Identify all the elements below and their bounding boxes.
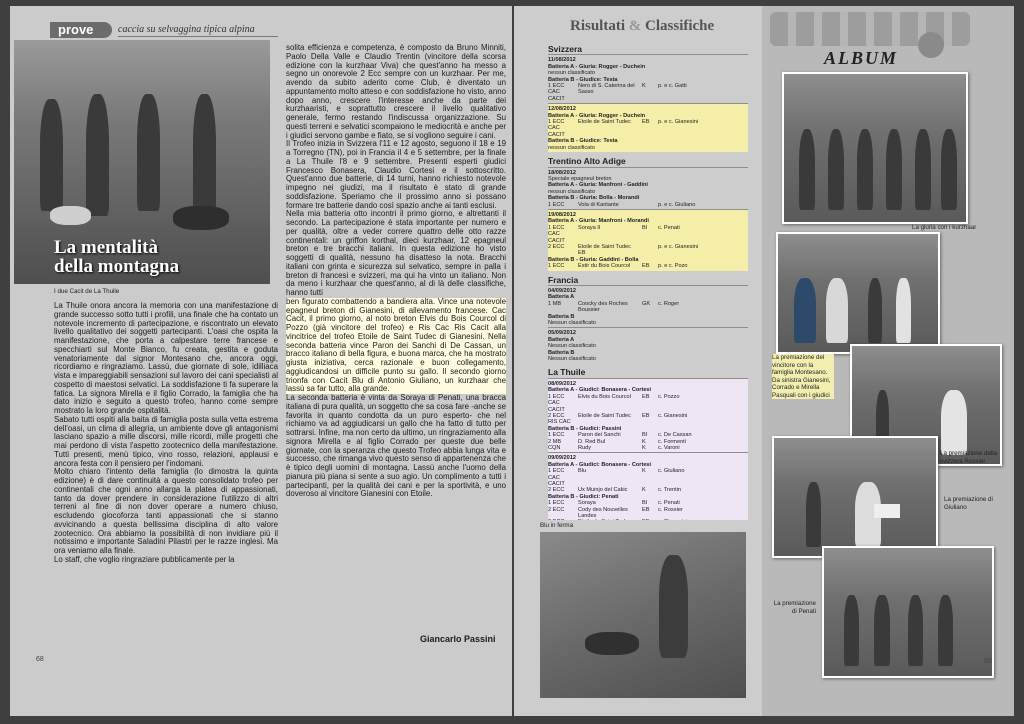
results-cell: K bbox=[642, 83, 646, 90]
results-cell: Coocky des Roches Boussier bbox=[578, 300, 628, 314]
results-cell: c. Giuliano bbox=[658, 468, 685, 475]
results-cell: K bbox=[642, 438, 646, 445]
results-cell bbox=[548, 519, 574, 520]
hunter-figure bbox=[659, 555, 688, 658]
results-cell: 1 ECC CAC CACIT bbox=[548, 393, 565, 413]
paragraph: Lo staff, che voglio ringraziare pubblicamente per la bbox=[54, 554, 235, 564]
results-cell: Cody des Nouvelles Landes bbox=[578, 506, 628, 519]
results-row bbox=[548, 468, 748, 487]
results-line: Batteria B - Giudice: Testa bbox=[548, 76, 618, 83]
album-title: ALBUM bbox=[824, 48, 899, 68]
header-rule bbox=[118, 36, 278, 37]
person-figure bbox=[868, 278, 882, 343]
results-cell: c. Varoni bbox=[658, 444, 680, 451]
results-cell: 1 ECC CAC CACIT bbox=[548, 468, 565, 487]
results-cell: 2 ECC bbox=[548, 243, 565, 250]
photo-caption-blu: Blu in ferma bbox=[540, 522, 574, 529]
results-cell bbox=[658, 519, 687, 520]
left-page bbox=[10, 6, 512, 716]
results-cell: c. Formenti bbox=[658, 438, 686, 445]
album-column bbox=[762, 6, 1014, 716]
results-line: nessun classificato bbox=[548, 188, 595, 195]
right-page bbox=[514, 6, 1014, 716]
results-block bbox=[548, 285, 748, 327]
results-date: 12/08/2012 bbox=[548, 106, 576, 113]
results-line: Nessun classificato bbox=[548, 320, 596, 327]
results-cell: Etoile de Saint Tudec EB bbox=[578, 243, 631, 257]
results-date: 05/09/2012 bbox=[548, 330, 576, 337]
results-cell bbox=[578, 519, 638, 520]
person-figure bbox=[826, 278, 848, 343]
results-cell: 1 ECC bbox=[548, 432, 565, 439]
results-line: Batteria A - Giudici: Bonasera - Cortesi bbox=[548, 387, 652, 394]
results-row bbox=[548, 244, 748, 257]
results-cell: K bbox=[642, 468, 646, 475]
balloon-icon bbox=[918, 32, 944, 58]
author: Giancarlo Passini bbox=[420, 634, 496, 644]
results-cell: D. Red Bul bbox=[578, 438, 606, 445]
results-line: Batteria B - Giudici: Passini bbox=[548, 425, 622, 432]
person-figure bbox=[137, 94, 160, 211]
results-line: nessun classificato bbox=[548, 70, 595, 77]
results-cell: EB bbox=[642, 393, 650, 400]
paragraph: ben figurato combattendo a bandiera alta. Vince una notevole epagneul breton di Gianesini, di allevamento francese. Cac Cacit, il primo giorno, al noto breton Elvis du Bois Courcol di Pozzo (già vincitore del trofeo) e Ris Cac Ris Cacit alla vincitrice del trofeo Etoile de Saint Tudec di Gianesini. Nella seconda batteria vince Paron dei Sanchi di De Cassan, un bracco italiano di bella figura, e buona marca, che ha mostrato giusta iniziativa, cerca razionale e buon collegamento, aggiudicandosi un difficile punto su gallo. Il secondo giorno trionfa con Cacit Blu di Antonio Giuliano, un kurzhaar che lassù sa far tutto, alla grande. bbox=[286, 296, 506, 394]
album-caption-2: La premiazione del vincitore con la famiglia Montesano. Da sinistra Gianesini, Corrado e Mirella Pasquali con i giudici bbox=[772, 354, 834, 399]
person-figure bbox=[941, 129, 957, 210]
paragraph: La seconda batteria è vinta da Soraya di Penati, una bracca italiana di pura qualità, un soggetto che sa cosa fare -anche se favorita in quanto condotta da un puro esperto- che nel richiamo va ad aggiudicarsi un gallo che ha fatto di tutto per sottrarsi. Infine, ma non certo da ultimo, un ringraziamento alla signora Mirella e al figlio Corrado per queste due belle giornate, con la speranza che questo Trofeo abbia lunga vita e successo, che rimanga vivo questo senso di appartenenza che è tipico degli uomini di montagna. Lassù anche l'uomo della pianura più piana si sente a suo agio. Un complimento a tutti i partecipanti, per la qualità dei cani e per la sportività, e uno doveroso al vincitore Gianesini con Etoile. bbox=[286, 393, 506, 499]
results-date: 04/09/2012 bbox=[548, 288, 576, 294]
results-cell: Nero di S. Caterina del Sasso bbox=[578, 83, 635, 96]
results-date: 18/08/2012 bbox=[548, 169, 576, 176]
album-photo-1 bbox=[782, 72, 968, 224]
paragraph: Sabato tutti ospiti alla baita di famiglia posta sulla vetta estrema dell'oasi, un clima di allegria, un ambiente dove gli antagonismi lasciano spazio a mille discorsi, mille ricordi, mille progetti che mai perdono di vista l'aspetto zootecnico della manifestazione. Tutti presenti, menù tipico, vino rosso, relazioni, applausi e ancora festa con il pensiero per l'indomani. bbox=[54, 414, 278, 468]
results-cell: Elvis du Bois Courcol bbox=[578, 393, 631, 400]
results-cell bbox=[642, 244, 654, 257]
results-row bbox=[548, 413, 748, 426]
page-number: 69 bbox=[984, 658, 992, 665]
results-row bbox=[548, 394, 748, 413]
section-tag: prove bbox=[50, 22, 112, 38]
results-list bbox=[548, 40, 748, 520]
results-row bbox=[548, 507, 748, 520]
results-country: Trentino Alto Adige bbox=[548, 156, 626, 167]
dog-pointing-photo bbox=[540, 532, 746, 698]
results-cell: Etoile de Saint Tudec bbox=[578, 119, 631, 126]
results-line: Nessun classificato bbox=[548, 343, 596, 350]
person-figure bbox=[908, 595, 923, 665]
results-row bbox=[548, 519, 748, 520]
results-cell: 1 ECC CAC CACIT bbox=[548, 224, 565, 244]
results-cell: Vola di Kantante bbox=[578, 201, 619, 208]
results-row bbox=[548, 445, 748, 451]
person-figure bbox=[193, 94, 216, 216]
results-country: Francia bbox=[548, 274, 579, 285]
results-line: Batteria A bbox=[548, 336, 575, 343]
person-figure bbox=[40, 99, 63, 211]
results-cell: 1 ECC bbox=[548, 201, 565, 208]
results-row bbox=[548, 225, 748, 244]
certificate bbox=[874, 504, 900, 518]
results-line: Batteria A - Giuria: Rogger - Duchein bbox=[548, 112, 646, 119]
results-cell: c. Penati bbox=[658, 224, 680, 231]
results-line: Batteria A - Giuria: Manfroni - Morandi bbox=[548, 218, 649, 225]
results-block bbox=[548, 209, 748, 271]
page-number: 68 bbox=[36, 656, 44, 663]
results-cell: p. e c. Pozo bbox=[658, 263, 688, 270]
results-line: Batteria A - Giuria: Manfroni - Gaddini bbox=[548, 182, 648, 189]
paragraph: solita efficienza e competenza, è composto da Bruno Minniti, Paolo Della Valle e Claudio Trentin (vincitore della scorsa edizione con la kurzhaar Viva) che quest'anno ha messo a segno un onorevole 2 Ecc sempre con un kurzhaar. Per me, avendo da subito aderito come Club, è diventato un appuntamento molto atteso e con soddisfazione ho visto, anno dopo anno, crescere l'interesse anche da parte dei kurzhaaristi, e soprattutto crescere il livello qualitativo generale, fermo restando l'indiscussa organizzazione. Su questi terreni e selvatici scompaiono le mediocrità e anche per i giudici servono gambe e fiato, se si vogliono seguire i cani. bbox=[286, 44, 506, 140]
results-cell: BI bbox=[642, 432, 648, 439]
text-column-1 bbox=[54, 302, 278, 662]
paragraph: La Thuile onora ancora la memoria con una manifestazione di grande successo sotto tutti i profili, una finale che ha contato un notevole incremento di partecipazione, e riscontrato un elevato livello qualitativo dei soggetti partecipanti. L'oasi che ospita la manifestazione, che porta a calpestare terre francese e specchiarti sul Monte Bianco, fu creata, gestita e goduta venatoriamente dal signor Montesano che, ancora oggi, ricordiamo e ringraziamo. Lassù, due giornate di sole, idilliaca vista e impareggiabili sensazioni sul lavoro dei cani specialisti al cospetto di maestosi selvatici. La soddisfazione ti fa superare la fatica. La signora Mirella e il figlio Corrado, la famiglia che ha dato inizio e seguito a questo trofeo, hanno come sempre mostrato la loro grande ospitalità. bbox=[54, 302, 278, 415]
results-line: Batteria B - Giudice: Testa bbox=[548, 138, 618, 145]
album-caption-5: La premiazione di Penati bbox=[773, 600, 816, 615]
results-cell: 2 ECC RIS CAC bbox=[548, 412, 571, 426]
section-header bbox=[10, 22, 310, 38]
results-country: La Thuile bbox=[548, 367, 586, 378]
results-cell: p. e c. Gianesini bbox=[658, 119, 699, 126]
results-cell: p. e c. Gatti bbox=[658, 83, 687, 90]
results-cell: c. Pozzo bbox=[658, 393, 680, 400]
results-cell: c. Trentin bbox=[658, 487, 682, 494]
results-cell: 2 MB bbox=[548, 438, 562, 445]
results-row bbox=[548, 119, 748, 138]
person-figure bbox=[938, 595, 953, 665]
results-line: Batteria A - Giuria: Rogger - Duchein bbox=[548, 63, 646, 70]
results-cell bbox=[642, 202, 654, 208]
album-caption-3: La premiazione della svizzera Rossier bbox=[940, 450, 998, 465]
results-cell: K bbox=[642, 487, 646, 494]
results-cell: p. e c. Giuliano bbox=[658, 201, 696, 208]
results-cell: BI bbox=[642, 224, 648, 231]
results-row bbox=[548, 263, 748, 269]
person-figure bbox=[915, 129, 931, 210]
person-figure bbox=[874, 595, 889, 665]
dog-figure bbox=[50, 206, 91, 226]
results-cell: Etoile de Saint Tudec bbox=[578, 412, 631, 419]
photo-caption: I due Cacit de La Thuile bbox=[54, 288, 120, 295]
results-cell: EB bbox=[642, 263, 650, 270]
person-figure bbox=[896, 278, 910, 343]
results-block bbox=[548, 103, 748, 152]
results-line: Nessun classificato bbox=[548, 356, 596, 363]
results-cell: c. De Cassan bbox=[658, 432, 692, 439]
results-line: Batteria A - Giudici: Bonasera - Cortesi bbox=[548, 461, 652, 468]
paragraph: Molto chiaro l'intento della famiglia (lo dimostra la quinta edizione) è di dare continuità a questo consolidato trofeo per continentali che ogni anno allarga la platea di appassionati, tanto da dover prendere in considerazione l'utilizzo di altri terreni al fine di non dover operare a numero chiuso, escludendo giocoforza tanti appassionati che si stanno avvicinando a questa bellissima disciplina di alto valore zootecnico. Ora abbiamo la possibilità di non invidiare più il notissimo e importante Saladini Pilastri per le razze inglesi. Ma ora veniamo alla finale. bbox=[54, 467, 278, 555]
results-date: 08/09/2012 bbox=[548, 380, 576, 387]
results-cell: c. Gianesini bbox=[658, 412, 688, 419]
results-row bbox=[548, 301, 748, 314]
results-block bbox=[548, 327, 748, 363]
paragraph: Nella mia batteria otto incontri il primo giorno, e altrettanti il secondo. La partecipazione è stata importante per numero e per qualità, oltre a veder correre quattro delle otto razze continentali: un griffon korthal, dieci kurzhaar, 12 epagneul breton e tre bracchi italiani. In questa edizione ho visto soggetti di qualità, nessuno ha disatteso la nota. Bracchi italiani con grinta e sicurezza sul selvatico, sempre in palla i breton di francesi e svizzeri, ma qui ha vinto un italiano. Non da meno i kurzhaar che quest'anno, al di là delle classifiche, hanno tutti bbox=[286, 209, 506, 297]
results-date: 09/09/2012 bbox=[548, 455, 576, 462]
results-cell: BI bbox=[642, 500, 648, 507]
album-caption-1: La giuria con i kurzhaar bbox=[912, 224, 977, 231]
results-cell: Rudy bbox=[578, 444, 592, 451]
results-line: Batteria A bbox=[548, 294, 575, 301]
results-cell: K bbox=[642, 444, 646, 451]
main-photo bbox=[14, 40, 270, 284]
header-subtitle: caccia su selvaggina tipica alpina bbox=[118, 24, 255, 35]
results-cell: Soraya II bbox=[578, 224, 601, 231]
album-caption-4: La premiazione di Giuliano bbox=[944, 496, 993, 511]
results-cell: 1 ECC bbox=[548, 500, 565, 507]
person-figure bbox=[806, 482, 821, 547]
results-line: Batteria B - Giudici: Penati bbox=[548, 493, 619, 500]
results-cell: Blu bbox=[578, 468, 587, 475]
results-row bbox=[548, 202, 748, 208]
results-line: Batteria B bbox=[548, 313, 575, 320]
results-cell: c. Penati bbox=[658, 500, 680, 507]
results-line: Batteria B bbox=[548, 349, 575, 356]
results-cell: 1 MB bbox=[548, 300, 562, 307]
article-title: La mentalità della montagna bbox=[54, 237, 180, 277]
results-block bbox=[548, 452, 748, 520]
person-figure bbox=[794, 278, 816, 343]
results-cell: EB bbox=[642, 412, 650, 419]
paragraph: Il Trofeo inizia in Svizzera l'11 e 12 agosto, seguono il 18 e 19 a Torregno (TN), poi in Francia il 4 e 5 settembre, per la finale a La Thuile l'8 e 9 settembre. Presenti esperti giudici Francesco Bonasera, Claudio Cortesi e il sottoscritto. Quest'anno due batterie, di 14 turni, hanno richiesto notevole impegno nei giudizi, ma il risultato è stato di grande soddisfazione. Speriamo che il prossimo anno si possano formare tre batterie dando così spazio anche ai tanti esclusi. bbox=[286, 139, 506, 210]
person-figure bbox=[844, 595, 859, 665]
results-cell: CQN bbox=[548, 444, 561, 451]
results-cell: Paron dei Sanchi bbox=[578, 432, 621, 439]
results-cell: 1 ECC bbox=[548, 263, 565, 270]
results-country: Svizzera bbox=[548, 44, 583, 54]
results-cell: Soraya bbox=[578, 500, 596, 507]
results-cell: 1 ECC CAC CACIT bbox=[548, 83, 565, 102]
results-cell: Estir du Bois Courcol bbox=[578, 263, 631, 270]
results-row bbox=[548, 83, 748, 102]
results-line: Batteria B - Giuria: Bolla - Morandi bbox=[548, 195, 640, 202]
results-line: nessun classificato bbox=[548, 144, 595, 151]
results-cell: 1 ECC CAC CACIT bbox=[548, 119, 565, 138]
person-figure bbox=[941, 390, 968, 455]
album-photo-4 bbox=[772, 436, 938, 558]
results-cell bbox=[642, 519, 654, 520]
album-photo-5 bbox=[822, 546, 994, 678]
text-column-2 bbox=[286, 44, 506, 644]
results-block bbox=[548, 54, 748, 103]
results-cell: p. e c. Gianesini bbox=[658, 243, 699, 250]
person-figure bbox=[828, 129, 844, 210]
results-cell: GK bbox=[642, 300, 651, 307]
results-cell: 2 ECC bbox=[548, 487, 565, 494]
results-cell: EB bbox=[642, 119, 650, 126]
results-cell: 2 ECC bbox=[548, 506, 565, 513]
results-cell: c. Rossier bbox=[658, 506, 683, 513]
person-figure bbox=[886, 129, 902, 210]
results-cell: c. Roger bbox=[658, 300, 680, 307]
results-line: Batteria B - Giuria: Gaddini - Bolla bbox=[548, 256, 639, 263]
person-figure bbox=[857, 129, 873, 210]
results-cell: Ux Muinjo del Cakic bbox=[578, 487, 628, 494]
album-photo-2 bbox=[776, 232, 940, 354]
results-block bbox=[548, 167, 748, 209]
results-date: 19/08/2012 bbox=[548, 211, 576, 218]
dog-figure bbox=[585, 632, 639, 655]
results-date: 11/08/2012 bbox=[548, 57, 576, 64]
results-block bbox=[548, 378, 748, 452]
results-cell: EB bbox=[642, 506, 650, 513]
person-figure bbox=[86, 94, 109, 216]
person-figure bbox=[799, 129, 815, 210]
dog-figure bbox=[173, 206, 229, 230]
results-line: Speciale epagneul breton bbox=[548, 175, 612, 182]
results-title: Risultati & Classifiche bbox=[570, 18, 715, 34]
